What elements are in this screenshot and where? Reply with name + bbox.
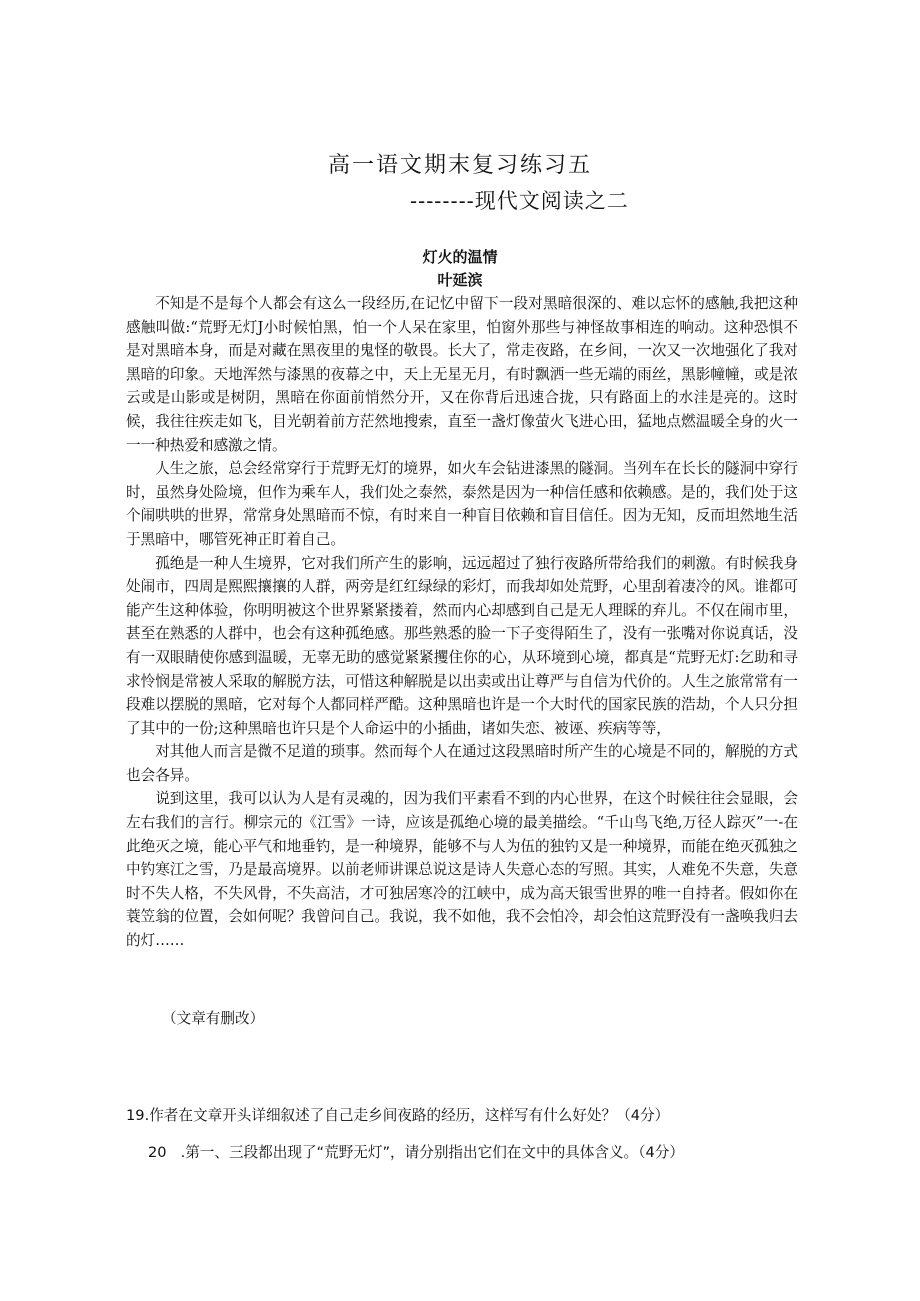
question-20-number: 20 bbox=[148, 1144, 167, 1161]
page-title: 高一语文期末复习练习五 bbox=[327, 153, 592, 178]
article-author: 叶延滨 bbox=[437, 271, 483, 289]
article-body bbox=[126, 292, 798, 953]
article-title: 灯火的温情 bbox=[422, 248, 498, 266]
paragraph-2: 人生之旅，总会经常穿行于荒野无灯的境界，如火车会钻进漆黑的隧洞。当列车在长长的隧洞中穿行时，虽然身处险境，但作为乘车人，我们处之泰然，泰然是因为一种信任感和依赖感。是的，我们处于这个闹哄哄的世界，常常身处黑暗而不惊，有时来自一种盲目依赖和盲目信任。因为无知，反而坦然地生活于黑暗中，哪管死神正盯着自己。 bbox=[126, 460, 798, 548]
paragraph-3: 孤绝是一种人生境界，它对我们所产生的影响，远远超过了独行夜路所带给我们的刺激。有时候我身处闹市，四周是熙熙攘攘的人群，两旁是红红绿绿的彩灯，而我却如处荒野，心里刮着凄冷的风。谁都可能产生这种体验，你明明被这个世界紧紧搂着，然而内心却感到自己是无人理睬的弃儿。不仅在闹市里，甚至在熟悉的人群中，也会有这种孤绝感。那些熟悉的脸一下子变得陌生了，没有一张嘴对你说真话，没有一双眼睛使你感到温暖，无辜无助的感觉紧紧攫住你的心，从环境到心境，都真是“荒野无灯:乞助和寻求怜悯是常被人采取的解脱方法，可惜这种解脱是以出卖或出让尊严与自信为代价的。人生之旅常常有一段难以摆脱的黑暗，它对每个人都同样严酷。这种黑暗也许是一个大时代的国家民族的浩劫，个人只分担了其中的一份;这种黑暗也许只是个人命运中的小插曲，诸如失恋、被诬、疾病等等， bbox=[126, 554, 798, 737]
question-20-text: .第一、三段都出现了“荒野无灯”，请分别指出它们在文中的具体含义。（4分） bbox=[180, 1144, 684, 1161]
question-20 bbox=[148, 1141, 684, 1162]
paragraph-5: 说到这里，我可以认为人是有灵魂的，因为我们平素看不到的内心世界，在这个时候往往会显眼，会左右我们的言行。柳宗元的《江雪》一诗，应该是孤绝心境的最美描绘。“千山鸟飞绝,万径人踪灭”一-在此绝灭之境，能心平气和地垂钓，是一种境界，能够不与人为伍的独钓又是一种境界，而能在绝灭孤独之中钓寒江之雪，乃是最高境界。以前老师讲课总说这是诗人失意心态的写照。其实，人难免不失意，失意时不失人格，不失风骨，不失高洁，才可独居寒冷的江峡中，成为高天银雪世界的唯一自持者。假如你在蓑笠翁的位置，会如何呢？我曾问自己。我说，我不如他，我不会怕冷，却会怕这荒野没有一盏唤我归去的灯…… bbox=[126, 790, 798, 950]
paragraph-4: 对其他人而言是微不足道的琐事。然而每个人在通过这段黑暗时所产生的心境是不同的，解脱的方式也会各异。 bbox=[126, 743, 798, 784]
page-subtitle: --------现代文阅读之二 bbox=[410, 189, 629, 213]
edit-note: （文章有删改） bbox=[162, 1010, 265, 1027]
paragraph-1: 不知是不是每个人都会有这么一段经历,在记忆中留下一段对黑暗很深的、难以忘怀的感触,我把这种感触叫做:“荒野无灯J小时候怕黑，怕一个人呆在家里，怕窗外那些与神怪故事相连的响动。这种恐惧不是对黑暗本身，而是对藏在黑夜里的鬼怪的敬畏。长大了，常走夜路，在乡间，一次又一次地强化了我对黑暗的印象。天地浑然与漆黑的夜幕之中，天上无星无月，有时飘洒一些无端的雨丝，黑影幢幢，或是浓云或是山影或是树阴，黑暗在你面前悄然分开，又在你背后迅速合拢，只有路面上的水洼是亮的。这时候，我往往疾走如飞，目光朝着前方茫然地搜索，直至一盏灯像萤火飞进心田，猛地点燃温暖全身的火一一一种热爱和感激之情。 bbox=[126, 295, 798, 454]
question-19: 19.作者在文章开头详细叙述了自己走乡间夜路的经历，这样写有什么好处？（4分） bbox=[126, 1107, 670, 1124]
